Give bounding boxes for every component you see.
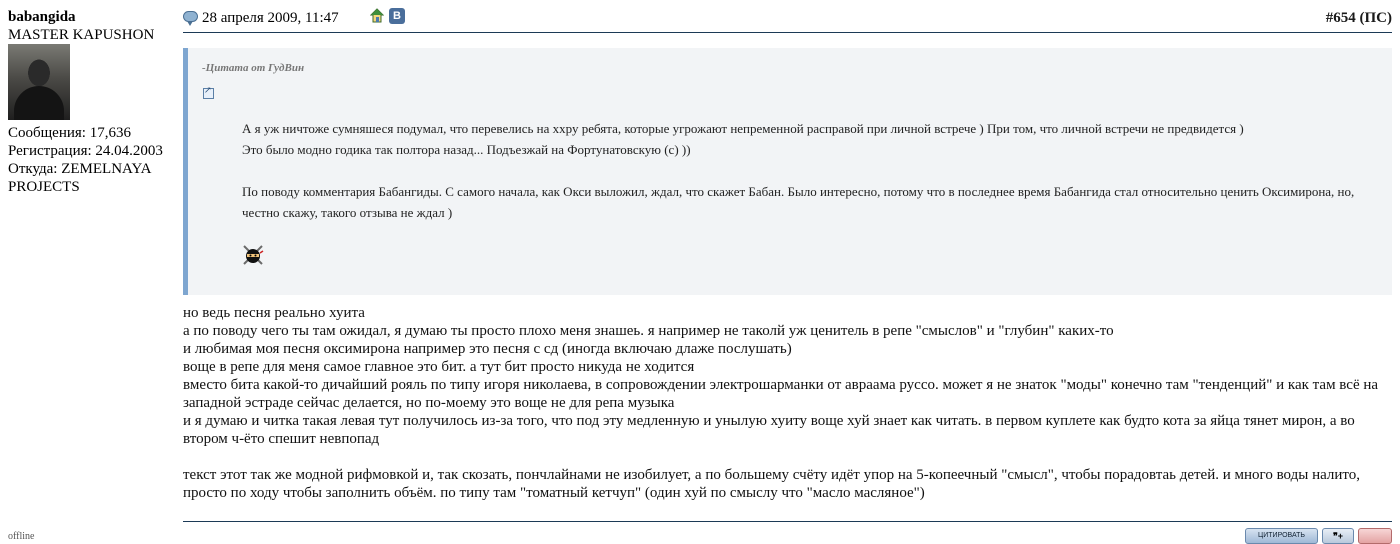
multi-quote-button[interactable]: ❞+	[1322, 528, 1354, 544]
user-posts-count: Сообщения: 17,636	[8, 125, 131, 141]
post-date: 28 апреля 2009, 11:47	[202, 10, 339, 26]
quote-block	[183, 48, 1392, 295]
user-location-line2: PROJECTS	[8, 179, 80, 195]
ps-link[interactable]: ПС	[1364, 10, 1387, 26]
post-paragraph: и любимая моя песня оксимирона например это песня с сд (иногда включаю длаже послушать)	[183, 341, 792, 357]
post-footer-rule	[183, 521, 1392, 522]
post-paragraph: текст этот так же модной рифмовкой и, так скозать, пончлайнами не изобилует, а по большему счёту идёт упор на 5-копеечный "смысл", чтобы порадовтаь детей. и много воды налито, просто по ходу чтобы заполнить объём. по типу там "томатный кетчуп" (один хуй по смыслу что "масло масляное")	[183, 467, 1361, 501]
b-icon[interactable]: B	[389, 8, 405, 24]
post-paragraph: вместо бита какой-то дичайший рояль по типу игоря николаева, в сопровождении электрошарманки от авраама руссо. может я не знаток "моды" конечно там "тенденций" и как там всё на западной эстраде сейчас делается, но по-моему это воще не для репа музыка	[183, 377, 1379, 411]
quote-author: -Цитата от ГудВин	[202, 62, 305, 74]
online-status: offline	[8, 531, 35, 542]
quote-line: Это было модно годика так полтора назад... Подъезжай на Фортунатовскую (с) ))	[242, 142, 691, 157]
post-paragraph: а по поводу чего ты там ожидал, я думаю ты просто плохо меня знашеь. я например не таколй уж ценитель в репе "смыслов" и "глубин" каких-то	[183, 323, 1114, 339]
user-location	[8, 160, 178, 196]
home-icon[interactable]	[370, 8, 384, 24]
quick-reply-icon[interactable]	[1358, 528, 1392, 544]
quote-line: А я уж ничтоже сумняшеся подумал, что перевелись на ххру ребята, которые угрожают непременной расправой при личной встрече ) При том, что личной встречи не предвидется )	[242, 121, 1244, 136]
post-paragraph: воще в репе для меня самое главное это бит. а тут бит просто никуда не ходится	[183, 359, 695, 375]
quote-source-link-icon[interactable]	[203, 88, 214, 99]
username[interactable]: babangida	[8, 9, 76, 25]
post-body	[183, 304, 1392, 502]
post-number: #654 (ПС)	[1325, 10, 1392, 26]
ninja-smiley-icon	[242, 244, 264, 266]
avatar	[8, 44, 70, 120]
user-title: MASTER KAPUSHON	[8, 27, 155, 43]
user-location-line1: Откуда: ZEMELNAYA	[8, 161, 152, 177]
quote-text	[242, 118, 1382, 223]
quote-button[interactable]: ЦИТИРОВАТЬ	[1245, 528, 1318, 544]
user-registered: Регистрация: 24.04.2003	[8, 143, 163, 159]
post-number-link[interactable]: #654	[1325, 10, 1356, 26]
message-icon	[183, 11, 198, 22]
post-paragraph: но ведь песня реально хуита	[183, 305, 365, 321]
post-paragraph: и я думаю и читка такая левая тут получилось из-за того, что под эту медленную и унылую хуиту воще хуй знает как читать. в первом куплете как будто кота за яйца тянет мирон, а во втором ч-ёто спешит невпопад	[183, 413, 1355, 447]
user-info	[8, 8, 178, 196]
post-header	[183, 8, 1392, 33]
quote-line: По поводу комментария Бабангиды. С самого начала, как Окси выложил, ждал, что скажет Бабан. Было интересно, потому что в последнее время Бабангида стал относительно ценить Оксимирона, но, честно скажу, такого отзыва не ждал )	[242, 184, 1355, 220]
